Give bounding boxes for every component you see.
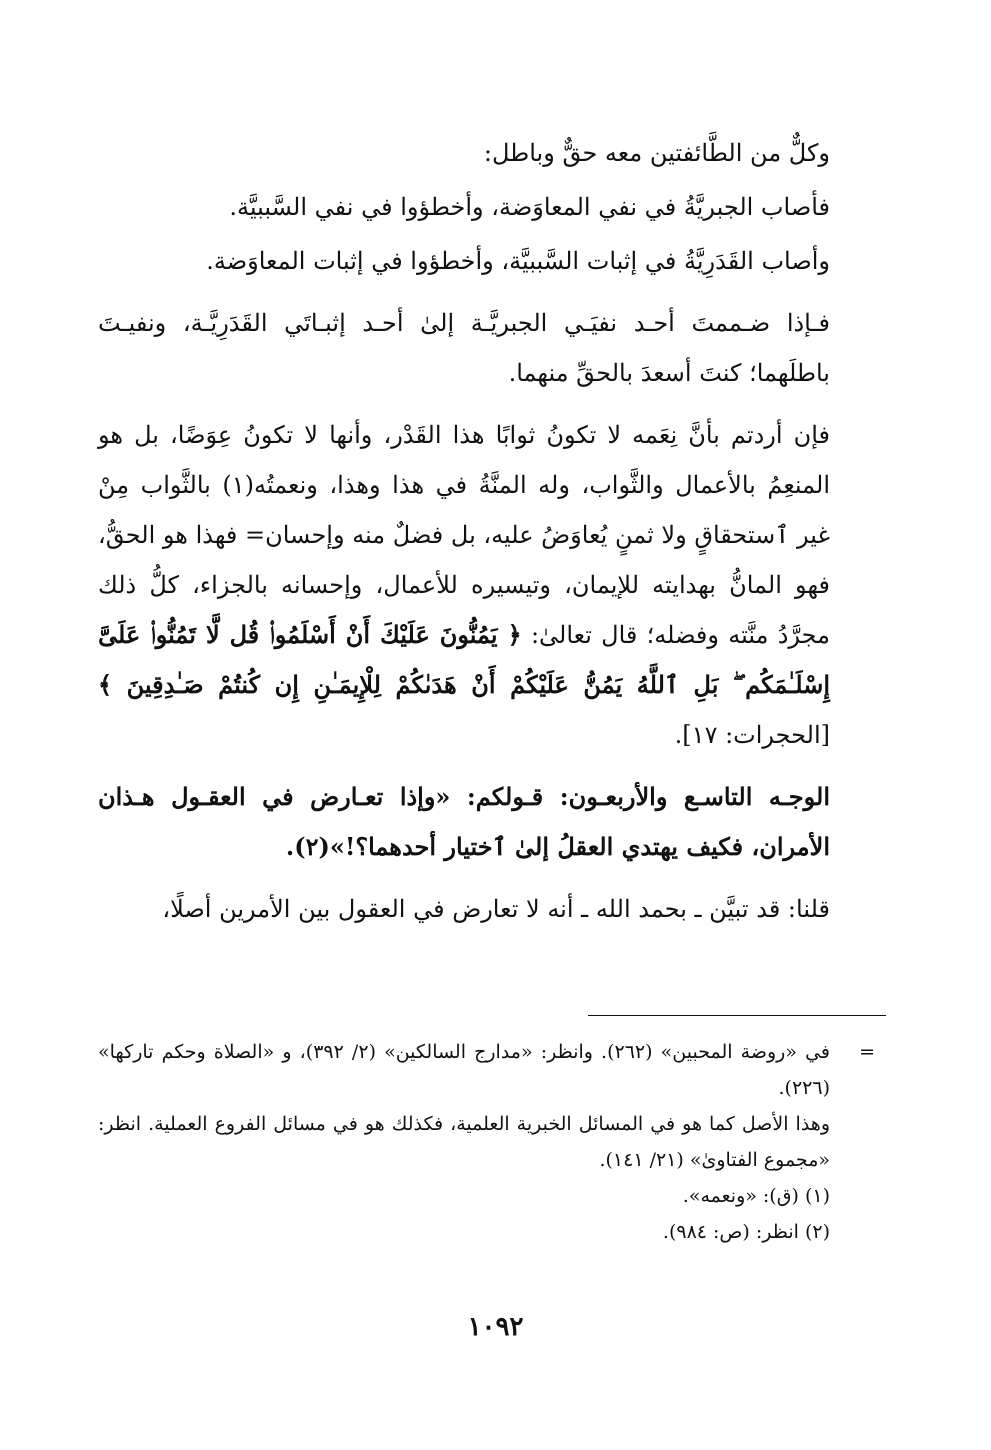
footnote-item-1	[98, 1178, 830, 1214]
paragraph-blessings-text: فإن أردتم بأنَّ نِعَمه لا تكونُ ثوابًا هذا القَدْر، وأنها لا تكونُ عِوَضًا، بل هو المنعِمُ بالأعمال والثَّواب، وله المنَّةُ في هذا وهذا، ونعمتُه(١) بالثَّواب مِنْ غير ٱستحقاقٍ ولا ثمنٍ يُعاوَضُ عليه، بل فضلٌ منه وإحسان= فهذا هو الحقُّ، فهو المانُّ بهدايته للإيمان، وتيسيره للأعمال، وإحسانه بالجزاء، كلُّ ذلك مجرَّدُ منَّته وفضله؛ قال تعالىٰ:	[98, 421, 831, 649]
paragraph-jabriyya: فأصاب الجبريَّةُ في نفي المعاوَضة، وأخطؤوا في نفي السَّببيَّة.	[229, 193, 830, 221]
footnote-continuation-text: في «روضة المحبين» (٢٦٢). وانظر: «مدارج السالكين» (٢/ ٣٩٢)، و «الصلاة وحكم تاركها» (٢٢٦).	[98, 1041, 830, 1099]
paragraph-blessings	[98, 410, 830, 760]
footnote-number: (١)	[804, 1185, 830, 1207]
footnote-text: انظر: (ص: ٩٨٤).	[662, 1221, 799, 1243]
paragraph-response: قلنا: قد تبيَّن ـ بحمد الله ـ أنه لا تعارض في العقول بين الأمرين أصلًا،	[162, 895, 830, 923]
paragraph-intro: وكلٌّ من الطَّائفتين معه حقٌّ وباطل:	[483, 139, 830, 167]
paragraph-section-49: الوجـه التاسـع والأربعـون: قـولكم: «وإذا تعـارض في العقـول هـذان الأمران، فكيف يهتدي العقلُ إلىٰ ٱختيار أحدهما؟!»(٢).	[98, 782, 830, 861]
footnote-item-2	[98, 1214, 830, 1250]
paragraph-combination: فـإذا ضـممتَ أحـد نفيَـي الجبريَّـة إلىٰ أحـد إثبـاتَي القَدَرِيَّـة، ونفيـتَ باطلَهما؛ كنتَ أسعدَ بالحقِّ منهما.	[98, 309, 830, 387]
quran-verse: ﴿ يَمُنُّونَ عَلَيْكَ أَنْ أَسْلَمُوا۟ قُل لَّا تَمُنُّوا۟ عَلَىَّ إِسْلَـٰمَكُم ۖ بَلِ ٱللَّهُ يَمُنُّ عَلَيْكُمْ أَنْ هَدَىٰكُمْ لِلْإِيمَـٰنِ إِن كُنتُمْ صَـٰدِقِينَ ﴾	[98, 620, 830, 699]
footnote-text: (ق): «ونعمه».	[682, 1185, 799, 1207]
page-number: ١٠٩٢	[467, 1312, 524, 1342]
footnote-continuation-2: وهذا الأصل كما هو في المسائل الخبرية العلمية، فكذلك هو في مسائل الفروع العملية. انظر: «مجموع الفتاوىٰ» (٢١/ ١٤١).	[98, 1113, 830, 1171]
footnote-separator	[588, 1015, 886, 1016]
paragraph-qadariyya: وأصاب القَدَرِيَّةُ في إثبات السَّببيَّة، وأخطؤوا في إثبات المعاوَضة.	[206, 247, 830, 275]
footnotes-block	[98, 1034, 875, 1250]
main-text-block	[98, 128, 830, 946]
continuation-marker: =	[859, 1041, 875, 1063]
footnote-continuation	[98, 1034, 875, 1106]
verse-reference: [الحجرات: ١٧].	[674, 721, 830, 749]
footnote-number: (٢)	[804, 1221, 830, 1243]
